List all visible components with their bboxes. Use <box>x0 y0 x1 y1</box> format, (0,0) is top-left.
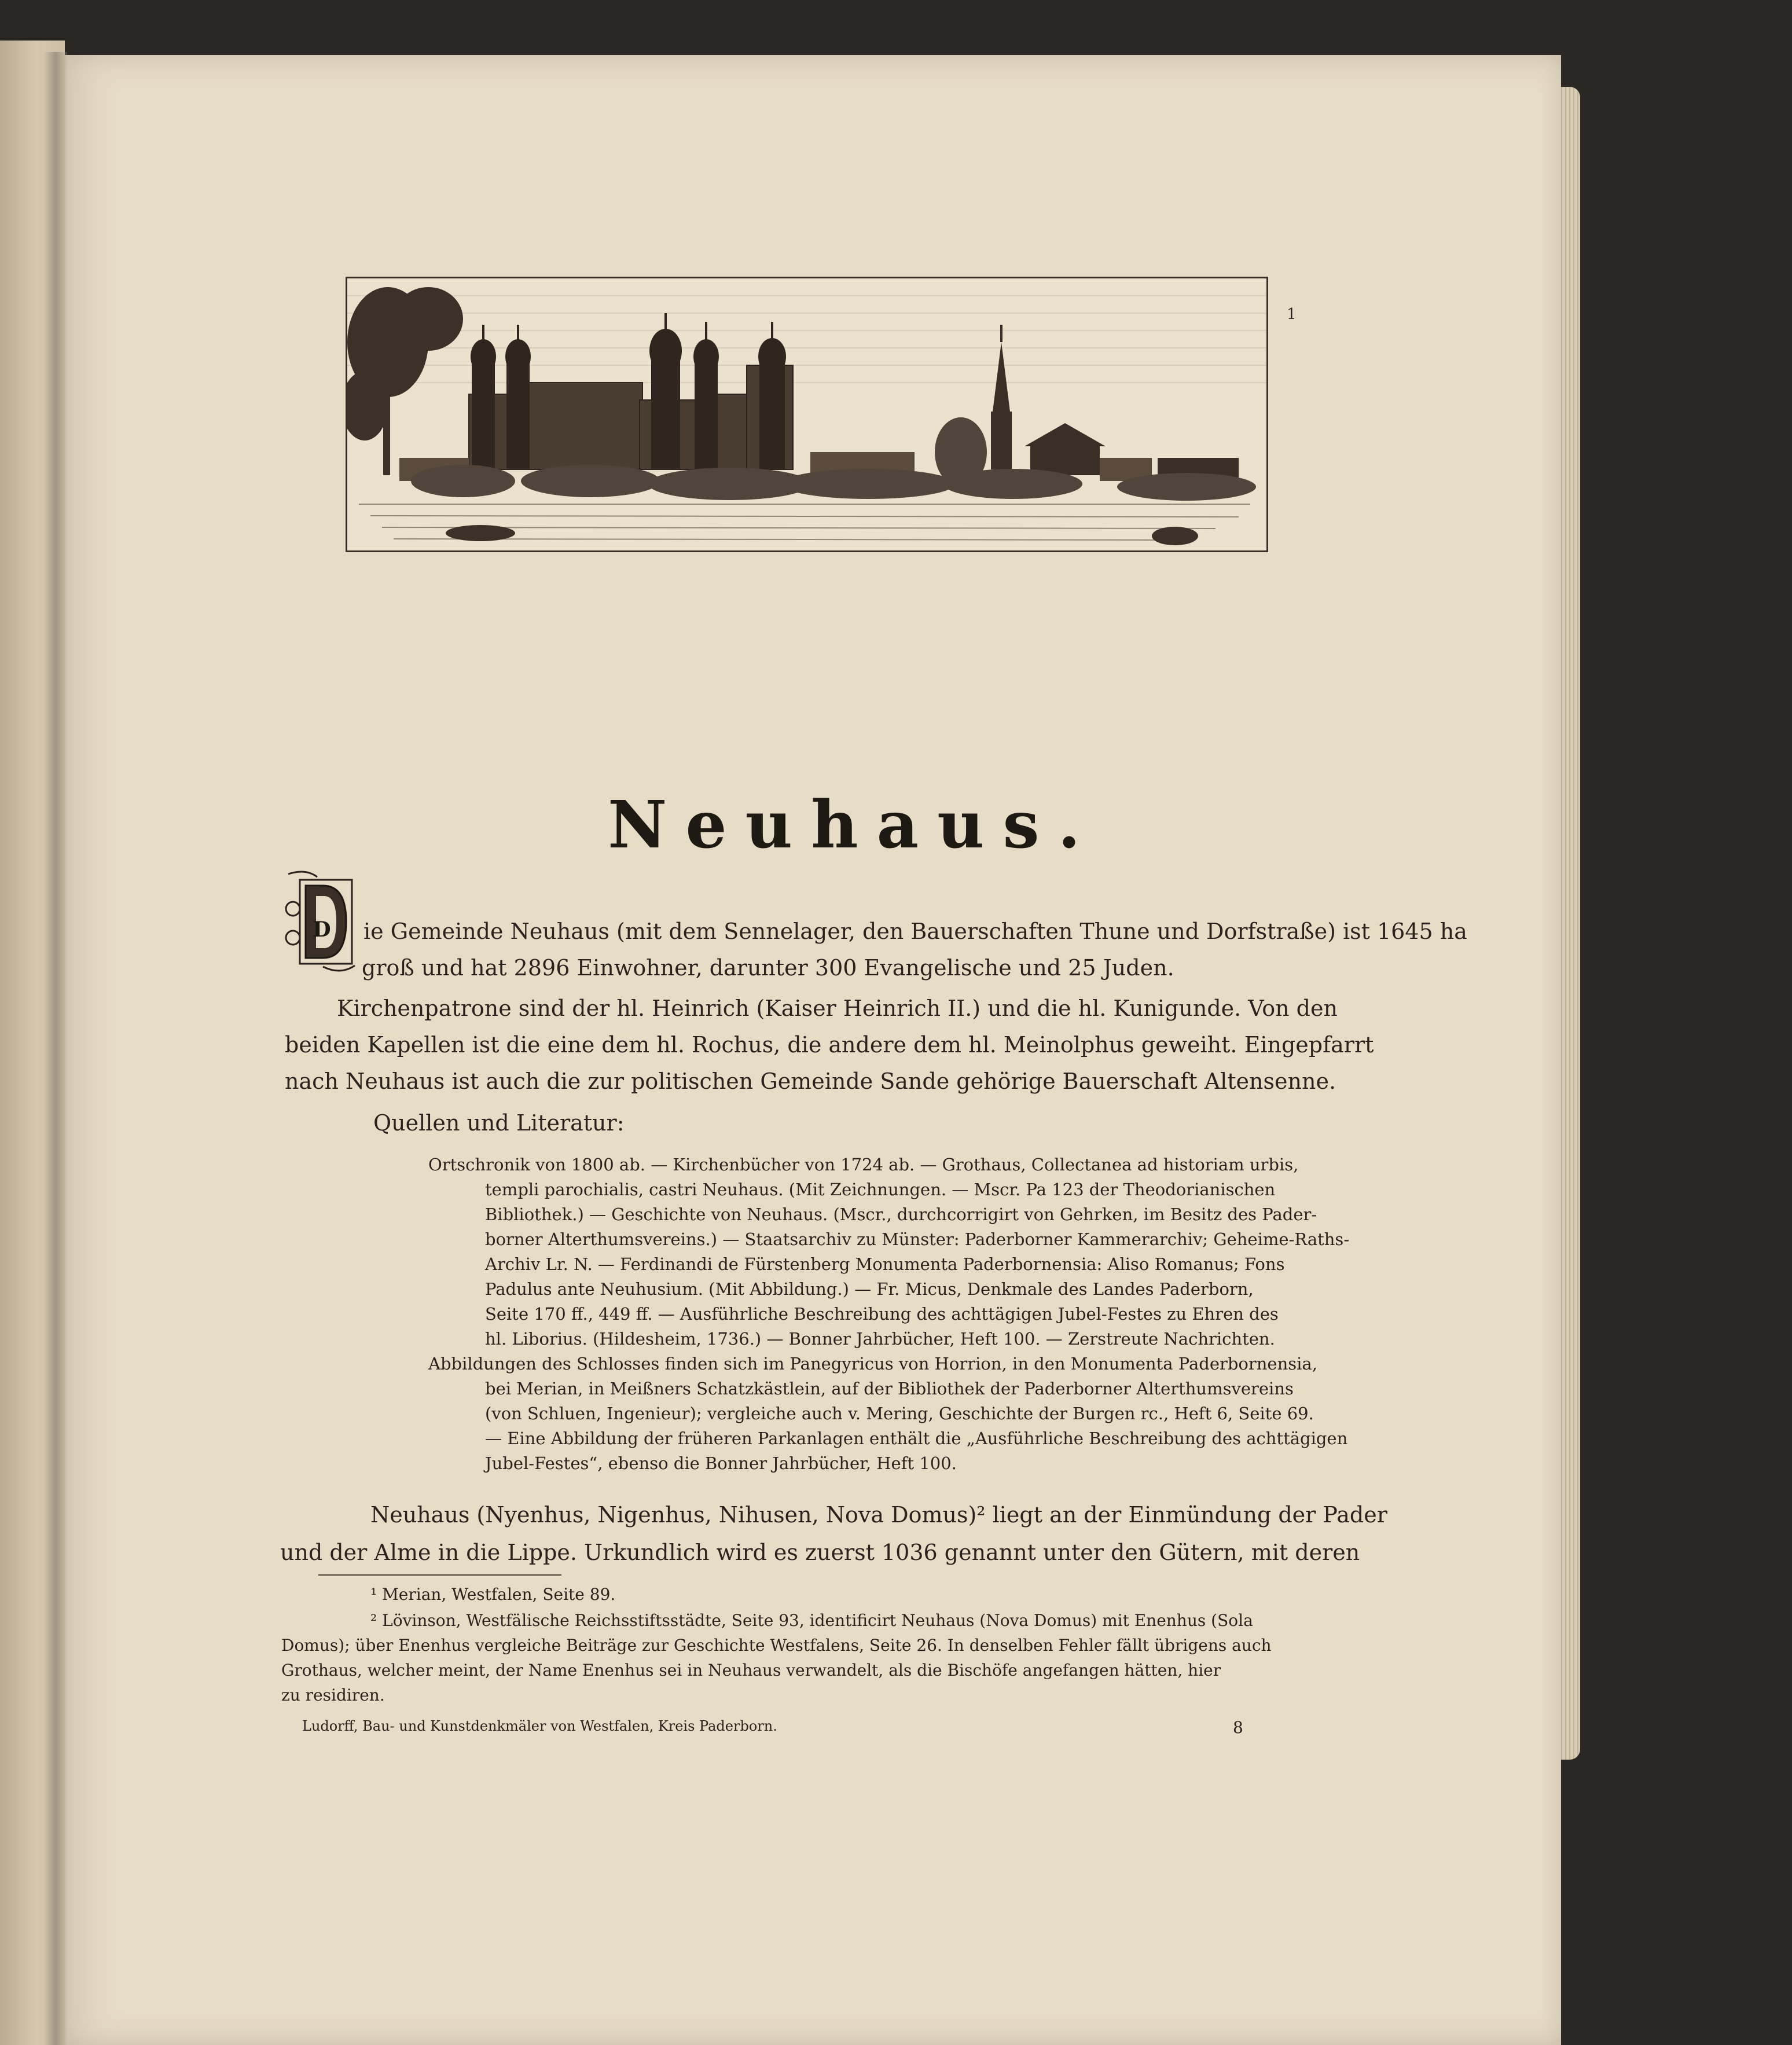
intro-line-1: ie Gemeinde Neuhaus (mit dem Sennelager, den Bauerschaften Thune und Dorfstraße) ist 1645 ha <box>363 919 1467 944</box>
sources-line: Jubel-Festes“, ebenso die Bonner Jahrbücher, Heft 100. <box>485 1453 957 1473</box>
patrons-line-2: beiden Kapellen ist die eine dem hl. Rochus, die andere dem hl. Meinolphus geweiht. Eingepfarrt <box>285 1032 1374 1058</box>
footnote-1: ¹ Merian, Westfalen, Seite 89. <box>370 1585 616 1604</box>
footnote-rule <box>318 1574 561 1576</box>
drop-initial-d <box>282 868 358 975</box>
sources-line: Seite 170 ff., 449 ff. — Ausführliche Beschreibung des achttägigen Jubel-Festes zu Ehren des <box>485 1304 1279 1324</box>
spine-shadow <box>44 52 67 2045</box>
intro-line-2: groß und hat 2896 Einwohner, darunter 300 Evangelische und 25 Juden. <box>362 955 1174 981</box>
history-line-1: Neuhaus (Nyenhus, Nigenhus, Nihusen, Nova Domus)² liegt an der Einmündung der Pader <box>370 1502 1387 1528</box>
page-number: 8 <box>1233 1718 1243 1737</box>
sources-line: hl. Liborius. (Hildesheim, 1736.) — Bonner Jahrbücher, Heft 100. — Zerstreute Nachrichten. <box>485 1329 1275 1349</box>
sources-line: borner Alterthumsvereins.) — Staatsarchiv zu Münster: Paderborner Kammerarchiv; Geheime-Raths- <box>485 1229 1350 1249</box>
footnote-2-line: zu residiren. <box>281 1686 385 1705</box>
sources-line: Padulus ante Neuhusium. (Mit Abbildung.) — Fr. Micus, Denkmale des Landes Paderborn, <box>485 1279 1254 1299</box>
sources-line: templi parochialis, castri Neuhaus. (Mit Zeichnungen. — Mscr. Pa 123 der Theodorianischen <box>485 1180 1276 1199</box>
footnote-2-line: ² Lövinson, Westfälische Reichsstiftsstädte, Seite 93, identificirt Neuhaus (Nova Domus) mit Enenhus (Sola <box>370 1611 1253 1630</box>
history-line-2: und der Alme in die Lippe. Urkundlich wird es zuerst 1036 genannt unter den Gütern, mit deren <box>280 1540 1360 1565</box>
sources-line: (von Schluen, Ingenieur); vergleiche auch v. Mering, Geschichte der Burgen rc., Heft 6, Seite 69. <box>485 1404 1314 1423</box>
patrons-line-1: Kirchenpatrone sind der hl. Heinrich (Kaiser Heinrich II.) und die hl. Kunigunde. Von den <box>337 996 1338 1021</box>
sources-line: Abbildungen des Schlosses finden sich im Panegyricus von Horrion, in den Monumenta Paderbornensia, <box>428 1354 1317 1374</box>
sources-line: Ortschronik von 1800 ab. — Kirchenbücher von 1724 ab. — Grothaus, Collectanea ad historiam urbis, <box>428 1155 1299 1174</box>
sources-line: Bibliothek.) — Geschichte von Neuhaus. (Mscr., durchcorrigirt von Gehrken, im Besitz des Pader- <box>485 1205 1317 1224</box>
sources-line: Archiv Lr. N. — Ferdinandi de Fürstenberg Monumenta Paderbornensia: Aliso Romanus; Fons <box>485 1254 1285 1274</box>
patrons-line-3: nach Neuhaus ist auch die zur politischen Gemeinde Sande gehörige Bauerschaft Altensenne. <box>285 1069 1336 1094</box>
engraving-footnote-marker: 1 <box>1287 306 1297 323</box>
sources-line: — Eine Abbildung der früheren Parkanlagen enthält die „Ausführliche Beschreibung des achttägigen <box>485 1429 1348 1448</box>
imprint: Ludorff, Bau- und Kunstdenkmäler von Westfalen, Kreis Paderborn. <box>302 1718 777 1734</box>
page-title: Neuhaus. <box>608 787 1099 863</box>
sources-heading: Quellen und Literatur: <box>373 1110 625 1136</box>
footnote-2-line: Domus); über Enenhus vergleiche Beiträge zur Geschichte Westfalens, Seite 26. In denselben Fehler fällt übrigens auch <box>281 1636 1272 1655</box>
castle-engraving <box>346 277 1268 552</box>
sources-line: bei Merian, in Meißners Schatzkästlein, auf der Bibliothek der Paderborner Alterthumsvereins <box>485 1379 1294 1398</box>
footnote-2-line: Grothaus, welcher meint, der Name Enenhus sei in Neuhaus verwandelt, als die Bischöfe angefangen hätten, hier <box>281 1661 1221 1680</box>
svg-text:D: D <box>313 917 331 942</box>
